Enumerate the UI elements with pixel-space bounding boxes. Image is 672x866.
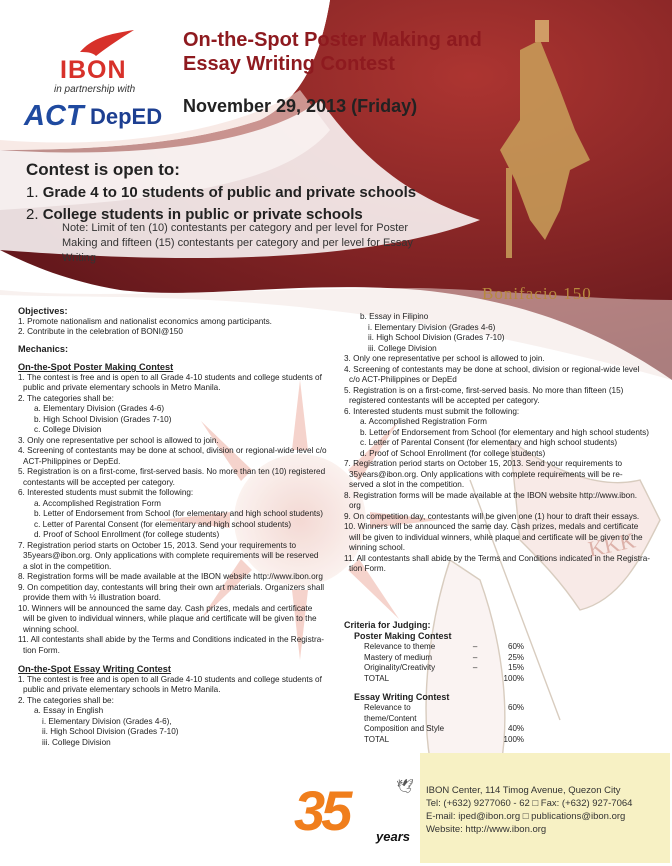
rule-line: 5. Registration is on a first-come, first-served basis. No more than ten (10) registered: [18, 467, 326, 476]
rule-line: c. College Division: [34, 425, 102, 434]
poster-rules-list: [18, 373, 336, 657]
rule-line: a. Essay in English: [34, 706, 104, 715]
criteria-label: Mastery of medium: [364, 652, 433, 662]
criteria-pct: 15%: [508, 663, 525, 672]
rule-line: 35years@ibon.org. Only applications with complete requirements will be re-: [349, 469, 623, 479]
rule-line: tion Form.: [23, 645, 60, 655]
website-link[interactable]: Website: http://www.ibon.org: [426, 824, 547, 835]
essay-contest-heading: On-the-Spot Essay Writing Contest: [18, 664, 171, 674]
rule-line: will be given to individual winners, while plaque and certificate will be given to the: [23, 614, 317, 623]
rule-line: contestants will be accepted per category.: [23, 477, 175, 487]
rule-line: iii. College Division: [42, 737, 111, 747]
organizer-logos: [18, 22, 178, 132]
rule-line: 5. Registration is on a first-come, first-served basis. No more than fifteen (15): [344, 385, 624, 395]
rule-line: ii. High School Division (Grades 7-10): [368, 333, 505, 342]
deped-logo: DepED: [90, 104, 163, 129]
essay-criteria-heading: Essay Writing Contest: [354, 692, 450, 702]
rule-line: b. High School Division (Grades 7-10): [34, 414, 172, 424]
judging-criteria: [344, 620, 524, 745]
criteria-label: Composition and Style: [364, 724, 445, 733]
essay-criteria-table: [344, 703, 524, 745]
rule-line: ii. High School Division (Grades 7-10): [42, 727, 179, 736]
rule-line: 11. All contestants shall abide by the Terms and Conditions indicated in the Registra-: [344, 553, 650, 563]
criteria-dash: –: [472, 652, 478, 662]
objective-item: 2. Contribute in the celebration of BONI@150: [18, 327, 183, 336]
criteria-pct: 60%: [508, 703, 525, 712]
rule-line: registered contestants will be accepted per category.: [349, 396, 540, 405]
criteria-row: [344, 663, 524, 674]
rule-line: 11. All contestants shall abide by the Terms and Conditions indicated in the Registra-: [18, 635, 324, 644]
eligibility-heading: Contest is open to:: [26, 160, 180, 179]
rule-line: 2. The categories shall be:: [18, 695, 114, 705]
rule-line: a. Accomplished Registration Form: [34, 498, 161, 508]
poster-criteria-table: [344, 642, 524, 684]
poster-title: [183, 28, 482, 76]
rule-line: a. Accomplished Registration Form: [360, 417, 487, 426]
rule-line: served a slot in the competition.: [349, 480, 465, 489]
act-logo: ACT: [24, 100, 84, 132]
rule-line: 35years@ibon.org. Only applications with complete requirements will be reserved: [23, 551, 319, 560]
rule-line: org: [349, 501, 361, 510]
rule-line: b. Essay in Filipino: [360, 312, 429, 321]
rule-line: i. Elementary Division (Grades 4-6): [368, 322, 496, 332]
anniversary-years-text: years: [376, 829, 410, 844]
criteria-dash: [462, 703, 489, 724]
rule-line: c. Letter of Parental Consent (for elementary and high school students): [34, 519, 292, 529]
criteria-pct: 25%: [508, 652, 525, 662]
rule-line: a. Elementary Division (Grades 4-6): [34, 404, 165, 413]
criteria-pct: 40%: [508, 724, 525, 733]
rule-line: 6. Interested students must submit the following:: [18, 488, 194, 497]
rule-line: i. Elementary Division (Grades 4-6),: [42, 716, 172, 726]
rule-line: ACT-Philippines or DepEd.: [23, 456, 121, 466]
criteria-row: [344, 735, 524, 746]
eligibility-list: [26, 182, 466, 226]
partnership-text: in partnership with: [54, 84, 136, 95]
rule-line: 9. On competition day, contestants will be given one (1) hour to draft their essays.: [344, 511, 640, 521]
criteria-row: [344, 724, 524, 735]
bonifacio-150-banner: Bonifacio 150: [482, 284, 592, 303]
criteria-dash: [462, 735, 489, 746]
rule-line: c. Letter of Parental Consent (for elementary and high school students): [360, 438, 618, 447]
dove-icon: 🕊: [396, 778, 414, 794]
event-date: November 29, 2013 (Friday): [183, 96, 418, 116]
criteria-pct: 100%: [503, 673, 525, 683]
essay-rules-continued: [344, 312, 664, 575]
mechanics-heading: Mechanics:: [18, 343, 69, 354]
criteria-heading: Criteria for Judging:: [344, 620, 431, 630]
criteria-label: Relevance to theme/Content: [364, 703, 417, 723]
criteria-row: [344, 653, 524, 664]
criteria-label: Relevance to theme: [364, 642, 436, 651]
phone-fax: Tel: (+632) 9277060 - 62 □ Fax: (+632) 927-7064: [426, 798, 633, 809]
title-line-1: On-the-Spot Poster Making and: [183, 29, 482, 51]
flag-kkk-text: KKK: [585, 527, 638, 562]
email-addresses[interactable]: E-mail: iped@ibon.org □ publications@ibon.org: [426, 811, 626, 822]
criteria-label: TOTAL: [364, 673, 390, 683]
rule-line: c/o ACT-Philippines or DepEd: [349, 375, 457, 384]
title-line-2: Essay Writing Contest: [183, 53, 395, 75]
rule-line: public and private elementary schools in Metro Manila.: [23, 383, 221, 392]
left-column: [18, 300, 336, 748]
right-column: [344, 312, 664, 575]
criteria-row: [344, 674, 524, 685]
rule-line: 2. The categories shall be:: [18, 393, 114, 403]
essay-rules-list: [18, 675, 336, 749]
rule-line: 10. Winners will be announced the same day. Cash prizes, medals and certificate: [18, 603, 313, 613]
rule-line: 3. Only one representative per school is allowed to join.: [18, 435, 219, 445]
address: IBON Center, 114 Timog Avenue, Quezon City: [426, 785, 621, 796]
rule-line: tion Form.: [349, 564, 386, 573]
criteria-row: [344, 703, 524, 724]
rule-line: d. Proof of School Enrollment (for college students): [360, 448, 546, 458]
poster-criteria-heading: Poster Making Contest: [354, 631, 452, 641]
criteria-dash: [462, 724, 489, 735]
rule-line: 4. Screening of contestants may be done at school, division or regional-wide level c/o: [18, 446, 327, 455]
rule-line: winning school.: [349, 543, 405, 552]
rule-line: 7. Registration period starts on October 15, 2013. Send your requirements to: [344, 459, 623, 468]
rule-line: 1. The contest is free and is open to all Grade 4-10 students and college students of: [18, 372, 322, 382]
rule-line: 10. Winners will be announced the same day. Cash prizes, medals and certificate: [344, 522, 639, 531]
rule-line: winning school.: [23, 624, 79, 634]
ibon-bird-icon: [78, 28, 138, 58]
rule-line: 9. On competition day, contestants will bring their own art materials. Organizers shall: [18, 582, 325, 592]
anniversary-35-logo: 35: [294, 779, 349, 842]
rule-line: public and private elementary schools in Metro Manila.: [23, 685, 221, 694]
rule-line: b. Letter of Endorsement from School (for elementary and high school students): [360, 427, 649, 437]
rule-line: 6. Interested students must submit the following:: [344, 406, 520, 416]
ibon-logo: IBON: [60, 56, 127, 84]
criteria-pct: 60%: [508, 642, 525, 651]
objectives-heading: Objectives:: [18, 306, 68, 316]
rule-line: will be given to individual winners, while plaque and certificate will be given to the: [349, 532, 643, 542]
criteria-dash: [462, 674, 489, 685]
criteria-row: [344, 642, 524, 653]
rule-line: 8. Registration forms will be made available at the IBON website http://www.ibon.: [344, 490, 638, 500]
eligibility-note: Note: Limit of ten (10) contestants per category and per level for Poster Making and fifteen (15) contestants per category and per level for Essay Writing: [62, 222, 413, 264]
rule-line: b. Letter of Endorsement from School (for elementary and high school students): [34, 509, 323, 518]
rule-line: provide them with ½ illustration board.: [23, 593, 161, 602]
rule-line: a slot in the competition.: [23, 561, 112, 571]
criteria-dash: –: [472, 642, 478, 651]
rule-line: 7. Registration period starts on October 15, 2013. Send your requirements to: [18, 540, 297, 550]
rule-line: 3. Only one representative per school is allowed to join.: [344, 354, 545, 363]
criteria-pct: 100%: [503, 734, 525, 744]
contact-info: [426, 784, 656, 836]
eligibility-item: 1. Grade 4 to 10 students of public and private schools: [26, 184, 417, 201]
rule-line: 4. Screening of contestants may be done at school, division or regional-wide level: [344, 364, 640, 374]
objective-item: 1. Promote nationalism and nationalist economics among participants.: [18, 316, 272, 326]
rule-line: iii. College Division: [368, 343, 437, 353]
eligibility-item: 2. College students in public or private schools: [26, 206, 363, 223]
rule-line: d. Proof of School Enrollment (for college students): [34, 530, 220, 539]
criteria-label: TOTAL: [364, 734, 390, 744]
criteria-dash: –: [472, 663, 478, 672]
rule-line: 8. Registration forms will be made available at the IBON website http://www.ibon.org: [18, 572, 323, 581]
rule-line: 1. The contest is free and is open to all Grade 4-10 students and college students of: [18, 674, 322, 684]
criteria-label: Originality/Creativity: [364, 663, 436, 672]
poster-contest-heading: On-the-Spot Poster Making Contest: [18, 362, 174, 372]
